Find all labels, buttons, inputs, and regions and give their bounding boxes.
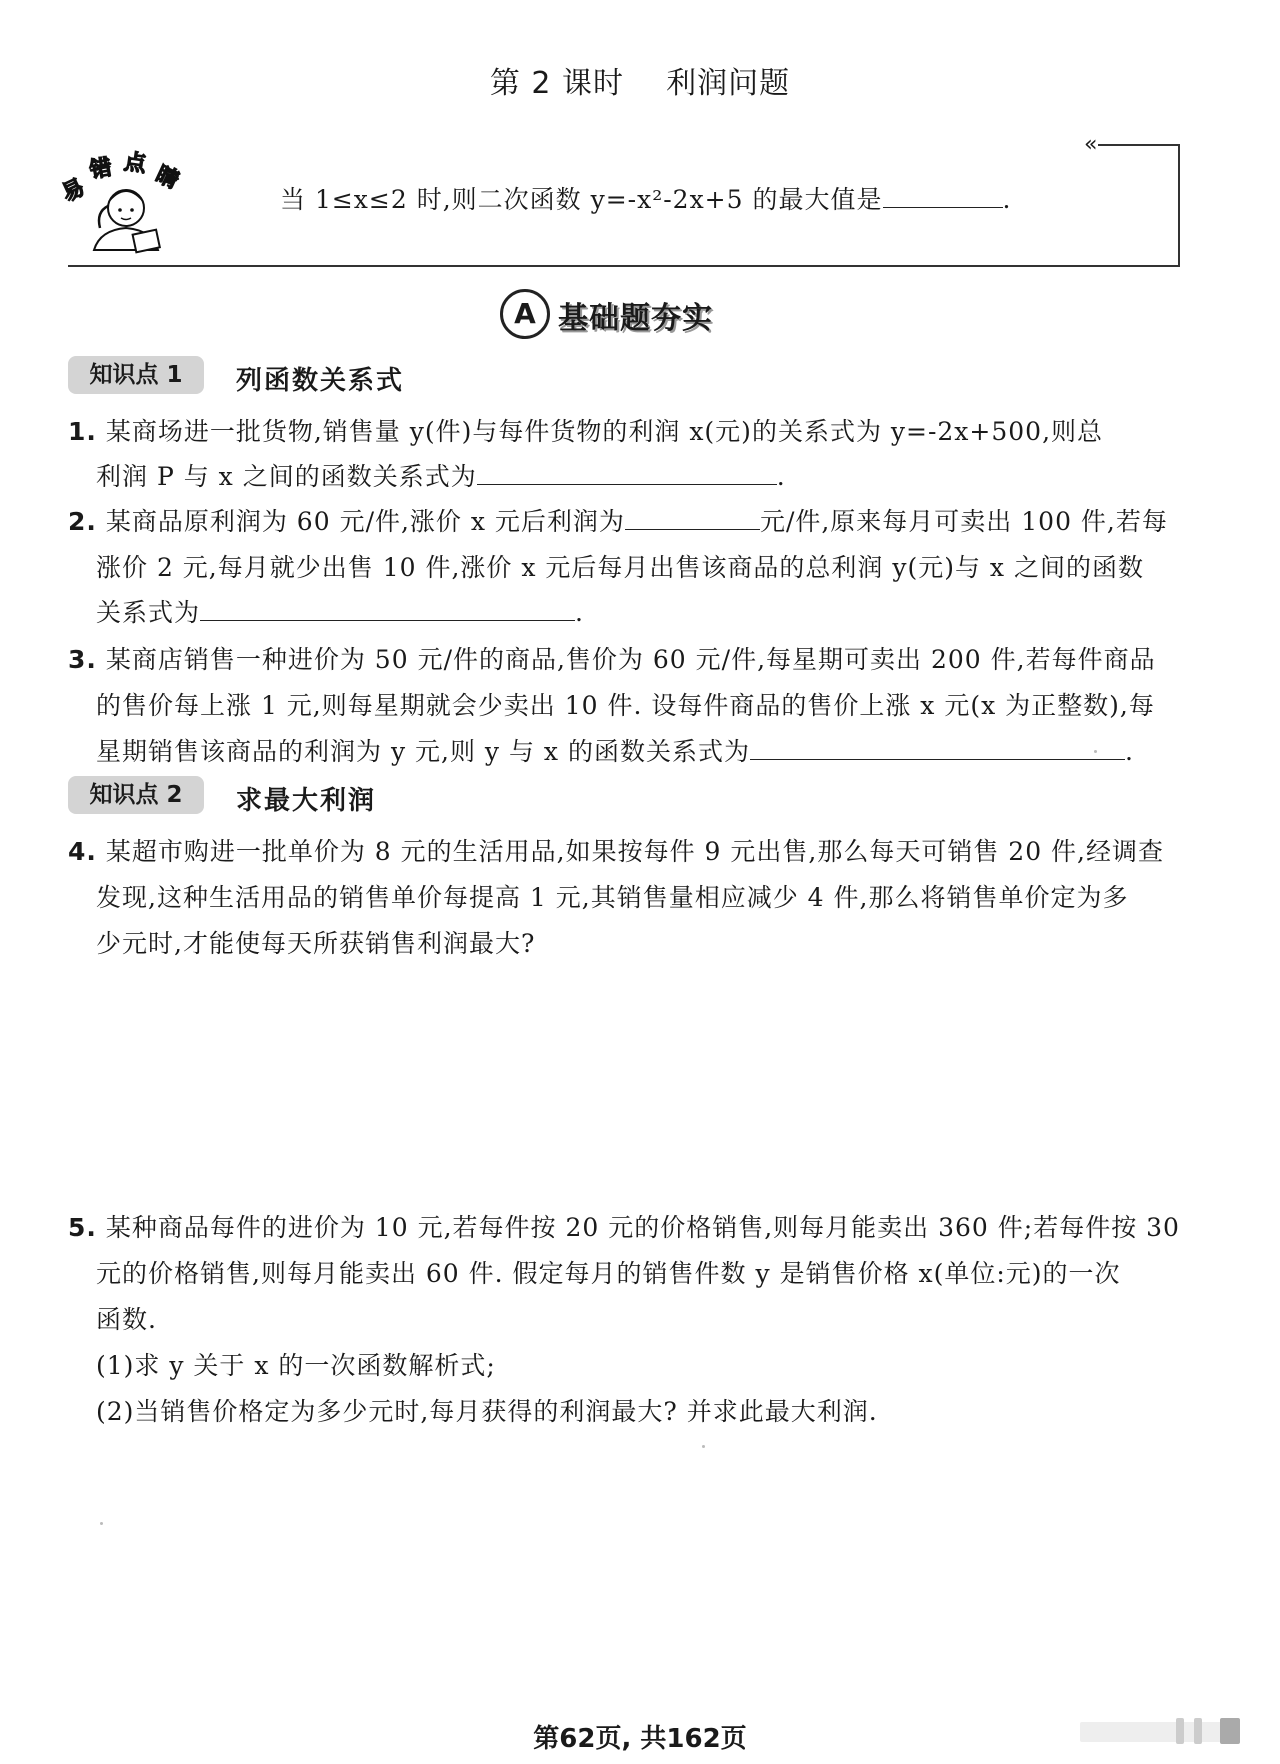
question-2-line-2: 涨价 2 元,每月就少出售 10 件,涨价 x 元后每月出售该商品的总利润 y(元)与 x 之间的函数 [96, 553, 1144, 582]
question-2-line-3: 关系式为 . [96, 598, 584, 627]
question-3-line-1: 3. 某商店销售一种进价为 50 元/件的商品,售价为 60 元/件,每星期可卖出 200 件,若每件商品 [68, 645, 1156, 674]
viewer-handle-icon[interactable] [1176, 1718, 1184, 1744]
lesson-number: 第 2 课时 [489, 66, 624, 101]
knowledge-tag: 知识点 1 [68, 356, 204, 394]
question-number: 5. [68, 1213, 97, 1242]
question-3-line-2: 的售价每上涨 1 元,则每星期就会少卖出 10 件. 设每件商品的售价上涨 x 元(x 为正整数),每 [96, 691, 1155, 720]
knowledge-point-1 [68, 356, 668, 396]
scan-speck [1094, 750, 1097, 753]
question-2-line-1: 2. 某商品原利润为 60 元/件,涨价 x 元后利润为 元/件,原来每月可卖出 100 件,若每 [68, 507, 1168, 536]
viewer-handle-icon[interactable] [1194, 1718, 1202, 1744]
question-number: 3. [68, 645, 97, 674]
question-number: 4. [68, 837, 97, 866]
answer-blank[interactable] [750, 737, 1125, 760]
question-5-sub-1: (1)求 y 关于 x 的一次函数解析式; [96, 1351, 496, 1380]
question-4-line-3: 少元时,才能使每天所获销售利润最大? [96, 929, 536, 958]
answer-area-q5[interactable] [96, 1440, 1176, 1690]
question-3-line-3: 星期销售该商品的利润为 y 元,则 y 与 x 的函数关系式为 . [96, 737, 1134, 766]
svg-text:睛: 睛 [151, 161, 183, 194]
question-1-line-2: 利润 P 与 x 之间的函数关系式为 . [96, 462, 786, 491]
page-indicator: 第62页, 共162页 [533, 1724, 747, 1754]
question-4-line-1: 4. 某超市购进一批单价为 8 元的生活用品,如果按每件 9 元出售,那么每天可销售 20 件,经调查 [68, 837, 1165, 866]
page-title [0, 58, 1280, 102]
svg-text:易: 易 [60, 174, 89, 207]
question-number: 2. [68, 507, 97, 536]
question-1-line-1: 1. 某商场进一批货物,销售量 y(件)与每件货物的利润 x(元)的关系式为 y=-2x+500,则总 [68, 417, 1104, 446]
question-4-line-2: 发现,这种生活用品的销售单价每提高 1 元,其销售量相应减少 4 件,那么将销售单价定为多 [96, 883, 1129, 912]
knowledge-name: 列函数关系式 [236, 366, 405, 396]
question-5-line-3: 函数. [96, 1305, 157, 1334]
answer-blank[interactable] [625, 507, 760, 530]
question-5-line-2: 元的价格销售,则每月能卖出 60 件. 假定每月的销售件数 y 是销售价格 x(单位:元)的一次 [96, 1259, 1121, 1288]
answer-area-q4[interactable] [96, 975, 1176, 1175]
section-badge: A [500, 289, 550, 339]
tip-frame-bottom [68, 265, 1180, 267]
scan-speck [702, 1445, 705, 1448]
answer-blank[interactable] [200, 598, 575, 621]
question-5-sub-2: (2)当销售价格定为多少元时,每月获得的利润最大? 并求此最大利润. [96, 1397, 878, 1426]
viewer-scroll-track[interactable] [1080, 1722, 1240, 1742]
lesson-title: 利润问题 [666, 66, 791, 101]
viewer-menu-icon[interactable] [1220, 1718, 1240, 1744]
answer-blank[interactable] [477, 462, 777, 485]
viewer-controls [1070, 1712, 1270, 1752]
section-label: 基础题夯实 [558, 301, 713, 336]
knowledge-point-2 [68, 776, 668, 816]
question-number: 1. [68, 417, 97, 446]
tip-frame-top [1098, 144, 1180, 146]
knowledge-tag: 知识点 2 [68, 776, 204, 814]
scan-speck [100, 1522, 103, 1525]
tip-question: 当 1≤x≤2 时,则二次函数 y=-x²-2x+5 的最大值是 . [280, 185, 1012, 214]
svg-text:点: 点 [122, 150, 148, 178]
arrow-left-icon: « [1084, 132, 1098, 157]
question-5-line-1: 5. 某种商品每件的进价为 10 元,若每件按 20 元的价格销售,则每月能卖出 360 件;若每件按 30 [68, 1213, 1180, 1242]
svg-text:错: 错 [87, 155, 114, 184]
student-reading-icon [60, 150, 200, 260]
knowledge-name: 求最大利润 [236, 786, 377, 816]
tip-frame-right [1178, 144, 1180, 266]
answer-blank[interactable] [883, 185, 1003, 208]
